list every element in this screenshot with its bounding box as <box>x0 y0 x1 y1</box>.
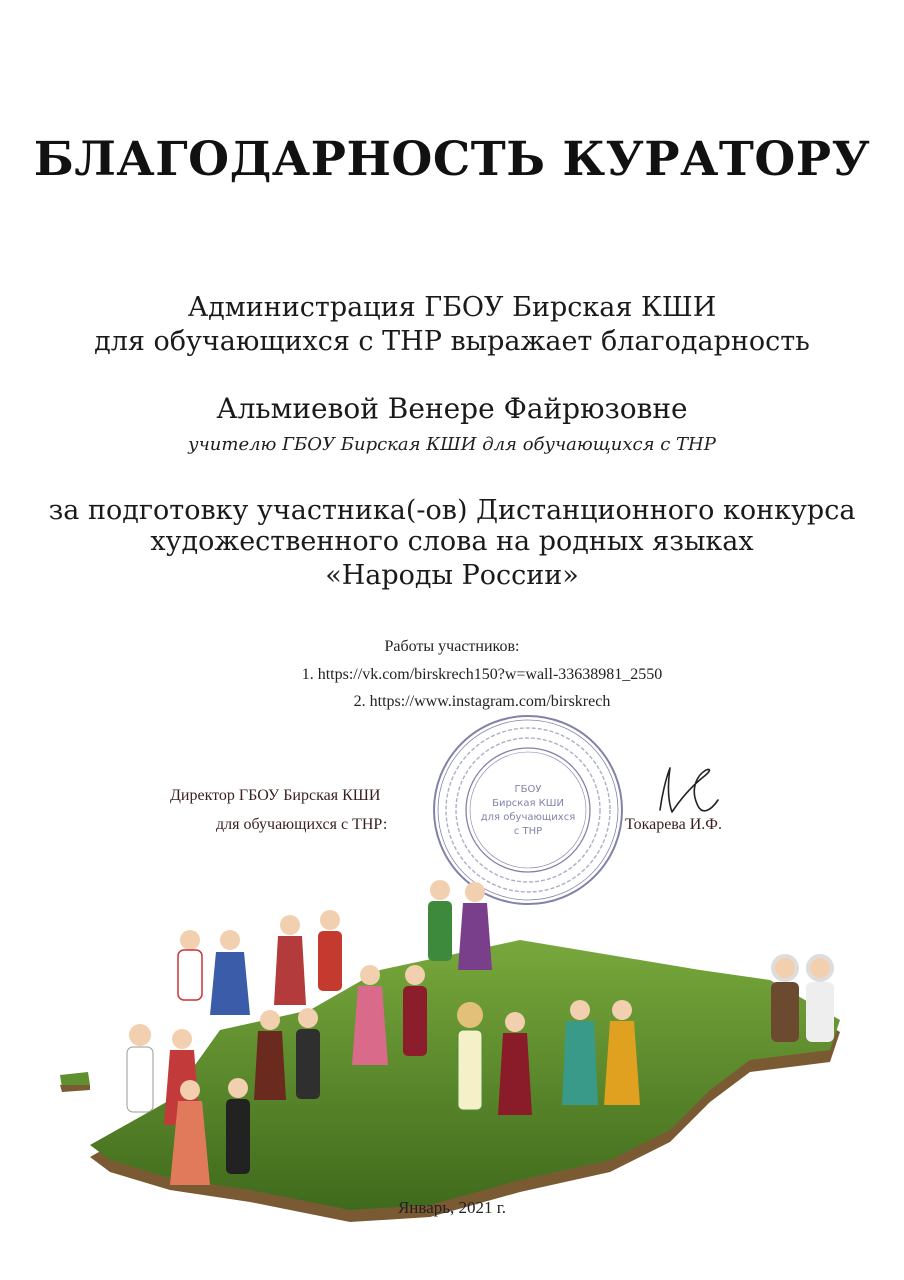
administration-line-1: Администрация ГБОУ Бирская КШИ <box>187 292 717 323</box>
director-title-line-2: для обучающихся с ТНР: <box>216 816 388 833</box>
recipient-position: учителю ГБОУ Бирская КШИ для обучающихся с ТНР <box>188 434 716 455</box>
stamp-line-3: для обучающихся <box>480 812 576 823</box>
administration-line-2: для обучающихся с ТНР выражает благодарность <box>94 326 810 357</box>
recipient-name: Альмиевой Венере Файрюзовне <box>216 392 688 425</box>
reason-line-3: «Народы России» <box>325 560 579 591</box>
director-signature <box>640 760 730 820</box>
works-heading: Работы участников: <box>384 638 520 655</box>
russia-map-illustration <box>50 860 870 1230</box>
work-link-2[interactable]: 2. https://www.instagram.com/birskrech <box>353 693 611 710</box>
director-title-line-1: Директор ГБОУ Бирская КШИ <box>170 787 381 804</box>
work-link-1[interactable]: 1. https://vk.com/birskrech150?w=wall-33638981_2550 <box>301 666 663 683</box>
issue-date: Январь, 2021 г. <box>397 1198 507 1217</box>
stamp-line-4: с ТНР <box>513 826 543 837</box>
reason-line-1: за подготовку участника(-ов) Дистанционного конкурса <box>48 495 856 526</box>
stamp-line-1: ГБОУ <box>514 784 542 795</box>
reason-line-2: художественного слова на родных языках <box>150 526 754 557</box>
stamp-line-2: Бирская КШИ <box>492 798 564 809</box>
director-name: Токарева И.Ф. <box>625 816 722 833</box>
certificate-title: БЛАГОДАРНОСТЬ КУРАТОРУ <box>33 132 871 187</box>
